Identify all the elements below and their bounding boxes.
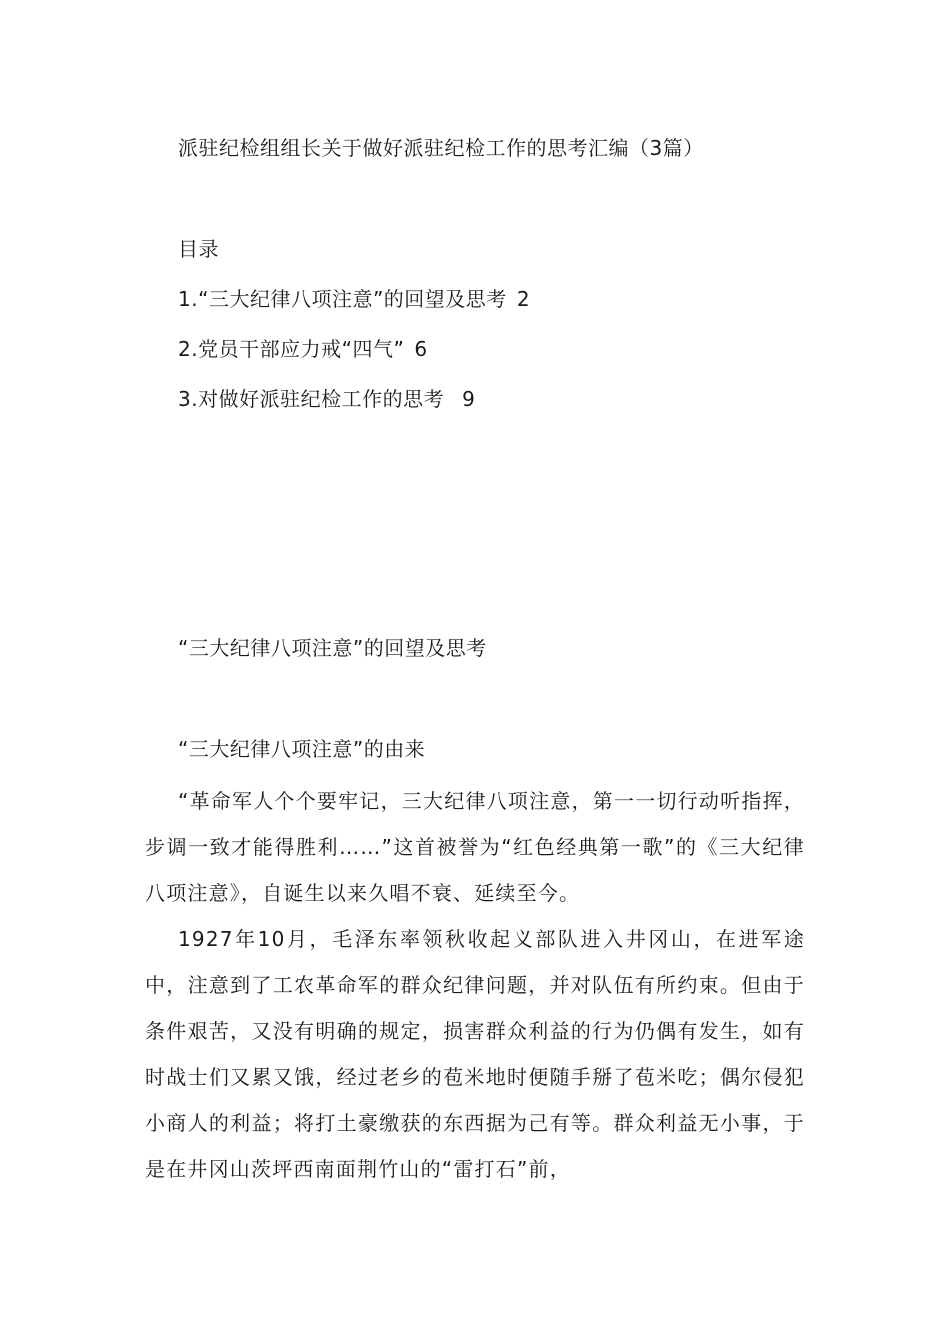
toc-item[interactable] [178,335,428,363]
toc-item-page: 2 [516,287,531,311]
paragraph: 1927年10月，毛泽东率领秋收起义部队进入井冈山，在进军途中，注意到了工农革命军的群众纪律问题，并对队伍有所约束。但由于条件艰苦，又没有明确的规定，损害群众利益的行为仍偶有发生，如有时战士们又累又饿，经过老乡的苞米地时便随手掰了苞米吃；偶尔侵犯小商人的利益；将打土豪缴获的东西据为己有等。群众利益无小事，于是在井冈山茨坪西南面荆竹山的“雷打石”前， [145,927,805,1181]
toc-item-page: 9 [462,387,476,411]
body-text [145,778,805,1192]
toc-item-label: 3.对做好派驻纪检工作的思考 [178,387,445,411]
toc-item[interactable] [178,385,475,413]
toc-item-label: 1.“三大纪律八项注意”的回望及思考 [178,287,507,311]
document-title: 派驻纪检组组长关于做好派驻纪检工作的思考汇编（3篇） [178,136,704,160]
toc-item-label: 2.党员干部应力戒“四气” [178,337,405,361]
section-title: “三大纪律八项注意”的回望及思考 [178,636,487,660]
subsection-title: “三大纪律八项注意”的由来 [178,737,426,761]
toc-item-page: 6 [414,337,428,361]
paragraph: “革命军人个个要牢记，三大纪律八项注意，第一一切行动听指挥，步调一致才能得胜利……”这首被誉为“红色经典第一歌”的《三大纪律八项注意》，自诞生以来久唱不衰、延续至今。 [145,789,805,905]
toc-heading: 目录 [178,237,219,261]
toc-item[interactable] [178,285,530,313]
